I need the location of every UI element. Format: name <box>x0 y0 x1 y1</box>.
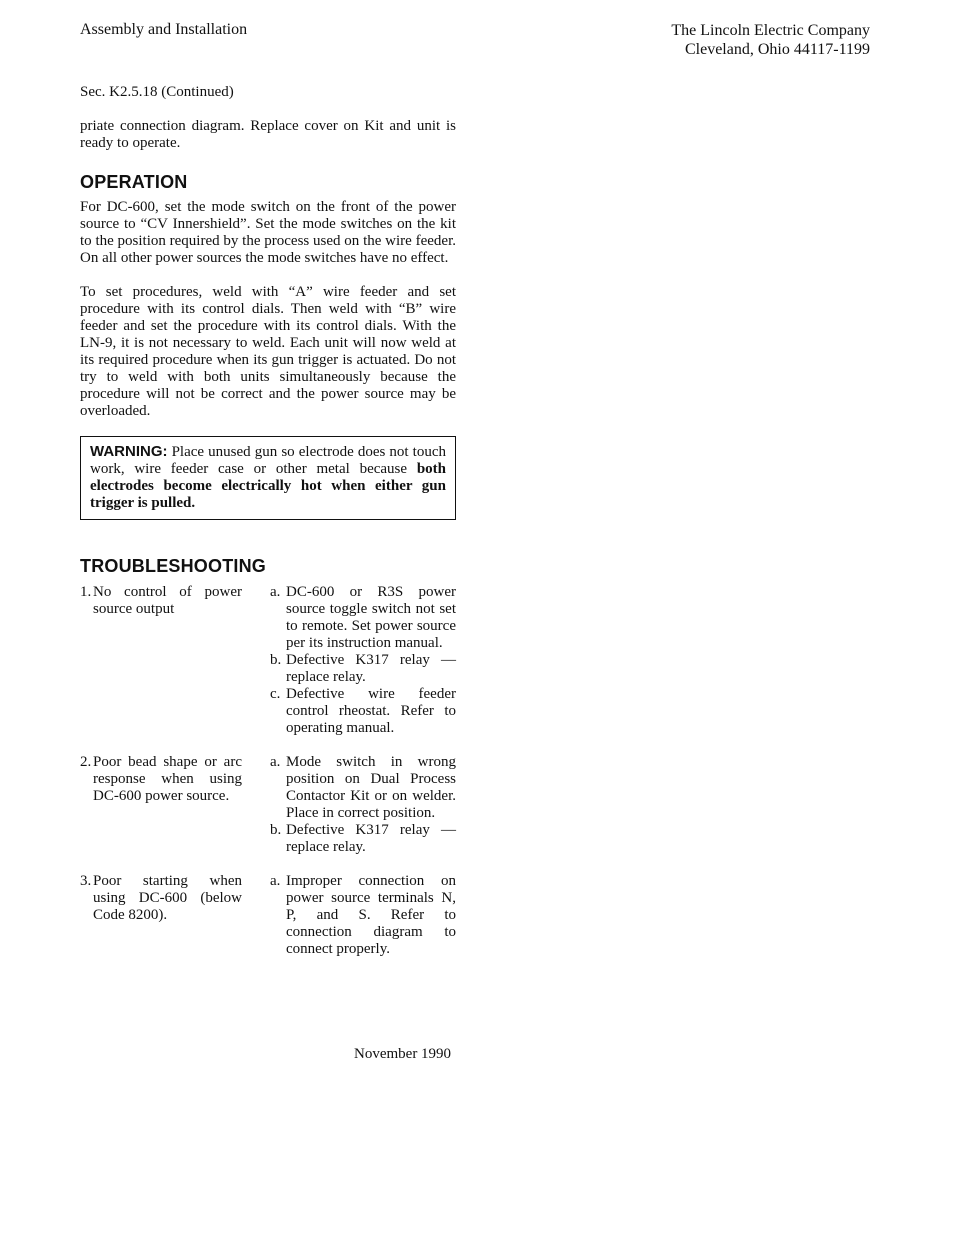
problem-cell <box>80 584 270 737</box>
problem-text: Poor starting when using DC-600 (below Code 8200). <box>93 873 242 923</box>
warning-bold-text: both electrodes become electrically hot when either gun trigger is pulled. <box>90 461 446 511</box>
troubleshooting-heading: TROUBLESHOOTING <box>80 556 266 576</box>
warning-label: WARNING: <box>90 443 168 460</box>
problem-cell <box>80 873 270 958</box>
main-column <box>80 84 456 975</box>
problem-text: Poor bead shape or arc response when using DC-600 power source. <box>93 754 242 804</box>
problem-number: 3. <box>80 873 92 889</box>
remedy-text: Improper connection on power source terminals N, P, and S. Refer to connection diagram to connect properly. <box>286 873 456 957</box>
header-left: Assembly and Installation <box>80 21 248 38</box>
troubleshooting-table <box>80 584 456 958</box>
company-name: The Lincoln Electric Company <box>671 22 870 39</box>
problem-number: 2. <box>80 754 92 770</box>
operation-paragraph-2: To set procedures, weld with “A” wire feeder and set procedure with its control dials. Then weld with “B” wire feeder and set the procedure with its control dials. With the LN-9, it is not necessary to weld. Each unit will now weld at its required procedure when its gun trigger is actuated. Do not try to weld with both units simultaneously because the procedure will not be correct and the power source may be overloaded. <box>80 284 456 419</box>
remedies-cell <box>270 873 456 958</box>
remedy-item <box>270 754 456 822</box>
remedy-letter: a. <box>270 584 281 600</box>
remedy-text: Mode switch in wrong position on Dual Process Contactor Kit or on welder. Place in correct position. <box>286 754 456 821</box>
remedy-item <box>270 822 456 856</box>
remedy-letter: b. <box>270 652 282 668</box>
operation-paragraph-1: For DC-600, set the mode switch on the front of the power source to “CV Innershield”. Set the mode switches on the kit to the position required by the process used on the wire feeder. On all other power sources the mode switches have no effect. <box>80 199 456 266</box>
warning-box <box>80 436 456 520</box>
remedy-item <box>270 686 456 737</box>
remedy-letter: b. <box>270 822 282 838</box>
troubleshooting-row <box>80 873 456 958</box>
header-right <box>671 21 870 59</box>
remedy-item <box>270 873 456 958</box>
problem-text: No control of power source output <box>93 584 242 617</box>
problem-cell <box>80 754 270 856</box>
troubleshooting-row <box>80 584 456 737</box>
remedy-letter: a. <box>270 754 281 770</box>
remedy-text: Defective K317 relay — replace relay. <box>286 652 456 685</box>
remedies-cell <box>270 584 456 737</box>
section-reference: Sec. K2.5.18 (Continued) <box>80 84 234 100</box>
remedy-letter: c. <box>270 686 281 702</box>
company-address: Cleveland, Ohio 44117-1199 <box>684 41 870 58</box>
remedies-cell <box>270 754 456 856</box>
problem-number: 1. <box>80 584 92 600</box>
warning-text: Place unused gun so electrode does not touch work, wire feeder case or other metal because <box>90 444 446 477</box>
operation-heading: OPERATION <box>80 172 188 192</box>
footer-date: November 1990 <box>354 1046 452 1062</box>
remedy-text: DC-600 or R3S power source toggle switch not set to remote. Set power source per its instruction manual. <box>286 584 456 651</box>
remedy-letter: a. <box>270 873 281 889</box>
continued-paragraph: priate connection diagram. Replace cover on Kit and unit is ready to operate. <box>80 118 456 151</box>
troubleshooting-row <box>80 754 456 856</box>
remedy-item <box>270 652 456 686</box>
remedy-text: Defective K317 relay — replace relay. <box>286 822 456 855</box>
remedy-item <box>270 584 456 652</box>
remedy-text: Defective wire feeder control rheostat. Refer to operating manual. <box>286 686 456 736</box>
